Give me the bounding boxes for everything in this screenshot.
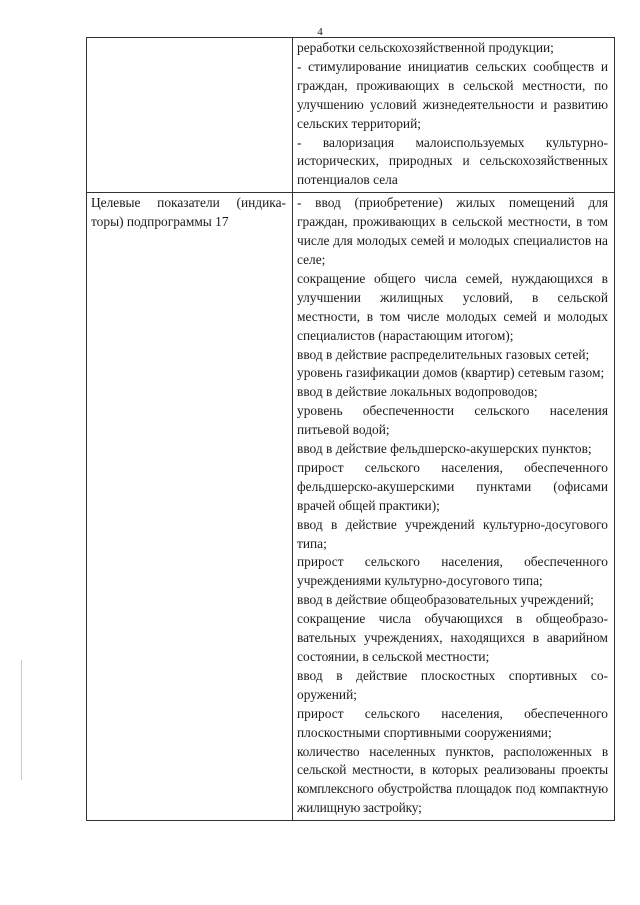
- paragraph: реработки сельскохозяйственной продукции;: [297, 40, 554, 55]
- paragraph: прирост сельского населения, обеспеченного учреждениями культурно-досугового типа;: [297, 554, 608, 589]
- paragraph: ввод в действие локальных водопроводов;: [297, 384, 538, 400]
- table-cell-label: [87, 193, 293, 821]
- paragraph: ввод в действие фельдшерско-акушерских пунктов;: [297, 441, 592, 457]
- paragraph: уровень газификации домов (квартир) сетевым газом;: [297, 365, 605, 381]
- row-label: Целевые показатели (индикаторы) подпрограммы 17: [91, 195, 286, 230]
- paragraph: - ввод (приобретение) жилых помещений для граждан, проживающих в сельской местности, в том числе для молодых семей и молодых специалистов на селе;: [297, 195, 608, 267]
- page-number: 4: [317, 26, 323, 38]
- paragraph: ввод в действие плоскостных спортивных сооружений;: [297, 667, 608, 702]
- paragraph: количество населенных пунктов, расположенных в сельской местности, в которых реализованы проекты комплексного обустройства площадок под компактную жилищную застройку;: [297, 743, 608, 816]
- table-row: [87, 193, 615, 821]
- paragraph: ввод в действие учреждений культурно-досугового типа;: [297, 516, 608, 551]
- table-cell-label: [87, 38, 293, 193]
- table-row: [87, 38, 615, 193]
- paragraph: прирост сельского населения, обеспеченного плоскостными спортивными сооружениями;: [297, 705, 608, 740]
- table-cell-content: [293, 38, 615, 193]
- scan-artifact-line: [21, 660, 22, 780]
- paragraph: сокращение общего числа семей, нуждающихся в улучшении жилищных условий, в сельской местности, в том числе молодых семей и молодых специалистов (нарастающим итогом);: [297, 270, 608, 343]
- table-cell-content: [293, 193, 615, 821]
- paragraph: - стимулирование инициатив сельских сообществ и граждан, проживающих в сельской местности, по улучшению условий жизнедеятельности и развитию сельских территорий;: [297, 58, 608, 131]
- paragraph: - валоризация малоиспользуемых культурно-исторических, природных и сельскохозяйственных потенциалов села: [297, 134, 608, 188]
- paragraph: прирост сельского населения, обеспеченного фельдшерско-акушерскими пунктами (офисами врачей общей практики);: [297, 459, 608, 513]
- document-table: [86, 37, 615, 821]
- paragraph: ввод в действие распределительных газовых сетей;: [297, 346, 590, 362]
- paragraph: уровень обеспеченности сельского населения питьевой водой;: [297, 403, 608, 438]
- paragraph: ввод в действие общеобразовательных учреждений;: [297, 592, 594, 608]
- paragraph: сокращение числа обучающихся в общеобразовательных учреждениях, находящихся в аварийном состоянии, в сельской местности;: [297, 611, 608, 664]
